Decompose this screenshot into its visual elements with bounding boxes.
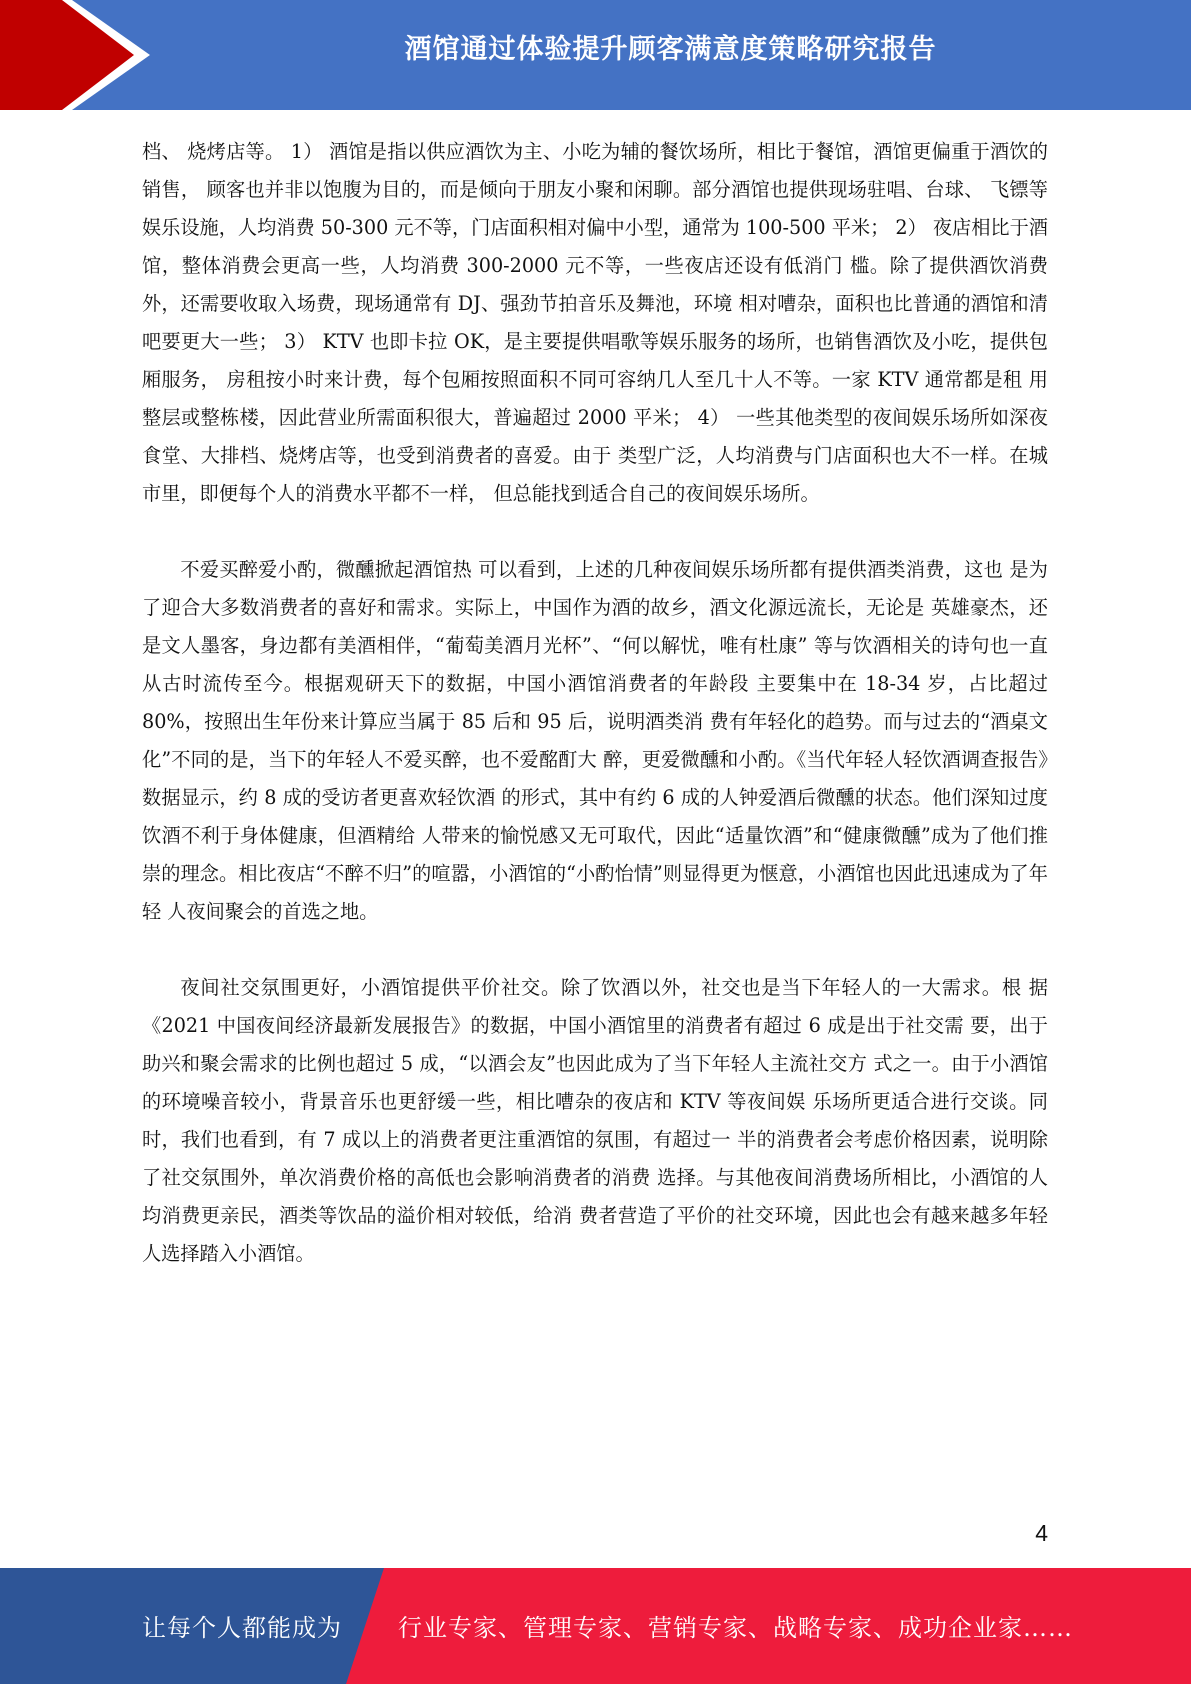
footer-slogan-left: 让每个人都能成为 bbox=[142, 1614, 342, 1642]
header-arrow-decoration bbox=[0, 0, 160, 110]
body-content bbox=[142, 133, 1048, 1273]
paragraph-light-drinking: 不爱买醉爱小酌，微醺掀起酒馆热 可以看到，上述的几种夜间娱乐场所都有提供酒类消费，这也 是为了迎合大多数消费者的喜好和需求。实际上，中国作为酒的故乡，酒文化源远流长，无论是 英雄豪杰，还是文人墨客，身边都有美酒相伴，“葡萄美酒月光杯”、“何以解忧，唯有杜康” 等与饮酒相关的诗句也一直从古时流传至今。根据观研天下的数据，中国小酒馆消费者的年龄段 主要集中在 18-34 岁，占比超过 80%，按照出生年份来计算应当属于 85 后和 95 后，说明酒类消 费有年轻化的趋势。而与过去的“酒桌文化”不同的是，当下的年轻人不爱买醉，也不爱酩酊大 醉，更爱微醺和小酌。《当代年轻人轻饮酒调查报告》数据显示，约 8 成的受访者更喜欢轻饮酒 的形式，其中有约 6 成的人钟爱酒后微醺的状态。他们深知过度饮酒不利于身体健康，但酒精给 人带来的愉悦感又无可取代，因此“适量饮酒”和“健康微醺”成为了他们推崇的理念。相比夜店“不醉不归”的喧嚣，小酒馆的“小酌怡情”则显得更为惬意，小酒馆也因此迅速成为了年轻 人夜间聚会的首选之地。 bbox=[142, 558, 1048, 923]
page-number: 4 bbox=[1035, 1520, 1048, 1546]
paragraph-venue-types: 档、 烧烤店等。 1） 酒馆是指以供应酒饮为主、小吃为辅的餐饮场所，相比于餐馆，酒馆更偏重于酒饮的销售， 顾客也并非以饱腹为目的，而是倾向于朋友小聚和闲聊。部分酒馆也提供现场驻唱、台球、 飞镖等娱乐设施，人均消费 50-300 元不等，门店面积相对偏中小型，通常为 100-500 平米； 2） 夜店相比于酒馆，整体消费会更高一些，人均消费 300-2000 元不等，一些夜店还设有低消门 槛。除了提供酒饮消费外，还需要收取入场费，现场通常有 DJ、强劲节拍音乐及舞池，环境 相对嘈杂，面积也比普通的酒馆和清吧要更大一些； 3） KTV 也即卡拉 OK，是主要提供唱歌等娱乐服务的场所，也销售酒饮及小吃，提供包厢服务， 房租按小时来计费，每个包厢按照面积不同可容纳几人至几十人不等。一家 KTV 通常都是租 用整层或整栋楼，因此营业所需面积很大，普遍超过 2000 平米； 4） 一些其他类型的夜间娱乐场所如深夜食堂、大排档、烧烤店等，也受到消费者的喜爱。由于 类型广泛，人均消费与门店面积也大不一样。在城市里，即便每个人的消费水平都不一样， 但总能找到适合自己的夜间娱乐场所。 bbox=[142, 140, 1048, 505]
paragraph-social-atmosphere: 夜间社交氛围更好，小酒馆提供平价社交。除了饮酒以外，社交也是当下年轻人的一大需求。根 据《2021 中国夜间经济最新发展报告》的数据，中国小酒馆里的消费者有超过 6 成是出于社交需 要，出于助兴和聚会需求的比例也超过 5 成，“以酒会友”也因此成为了当下年轻人主流社交方 式之一。由于小酒馆的环境噪音较小，背景音乐也更舒缓一些，相比嘈杂的夜店和 KTV 等夜间娱 乐场所更适合进行交谈。同时，我们也看到，有 7 成以上的消费者更注重酒馆的氛围，有超过一 半的消费者会考虑价格因素，说明除了社交氛围外，单次消费价格的高低也会影响消费者的消费 选择。与其他夜间消费场所相比，小酒馆的人均消费更亲民，酒类等饮品的溢价相对较低，给消 费者营造了平价的社交环境，因此也会有越来越多年轻人选择踏入小酒馆。 bbox=[142, 976, 1048, 1265]
footer-banner bbox=[0, 1568, 1191, 1684]
document-title: 酒馆通过体验提升顾客满意度策略研究报告 bbox=[404, 34, 937, 65]
footer-slogan-right: 行业专家、管理专家、营销专家、战略专家、成功企业家…… bbox=[398, 1614, 1073, 1642]
header-bar bbox=[0, 0, 1191, 110]
